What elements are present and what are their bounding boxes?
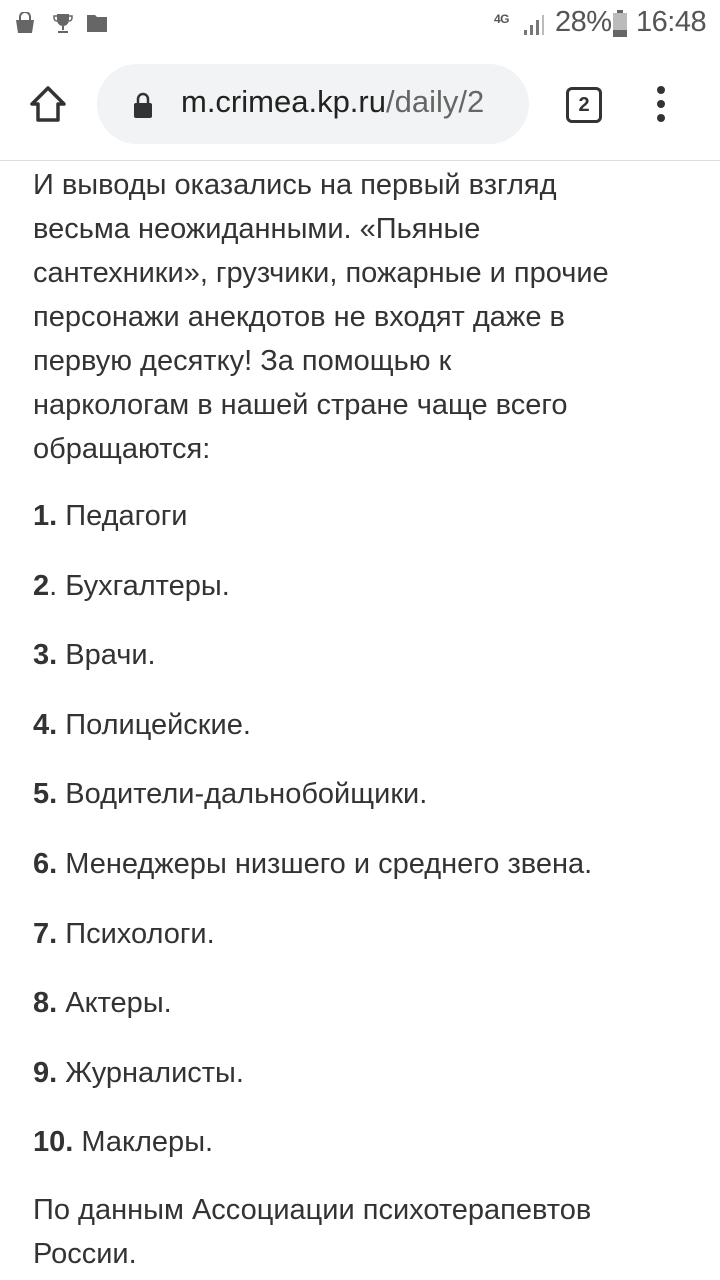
list-number: 6. (33, 847, 58, 880)
more-options-icon[interactable] (654, 86, 668, 126)
list-text: Журналисты. (57, 1056, 244, 1089)
source-line: По данным Ассоциации психотерапевтов (33, 1193, 592, 1226)
list-number: 7. (33, 917, 58, 950)
list-text: Педагоги (57, 500, 188, 532)
list-text: Психологи. (57, 917, 215, 950)
signal-icon (522, 14, 546, 36)
list-item (33, 633, 713, 703)
list-number: 3. (33, 639, 58, 672)
status-bar (0, 0, 720, 50)
battery-icon (612, 10, 628, 38)
list-number: 5. (33, 778, 58, 811)
network-type: 4G (494, 12, 510, 26)
list-text: Врачи. (57, 639, 156, 672)
address-bar[interactable] (97, 64, 529, 144)
intro-line: обращаются: (33, 433, 211, 465)
list-item (33, 842, 713, 912)
browser-toolbar (0, 50, 720, 161)
list-number: 1. (33, 500, 58, 532)
intro-line: сантехники», грузчики, пожарные и прочие (33, 257, 609, 289)
list-text: Маклеры. (73, 1126, 214, 1159)
battery-percent: 28% (555, 6, 612, 38)
lock-icon (133, 92, 153, 118)
list-item (33, 1120, 713, 1190)
list-number: 9. (33, 1056, 58, 1089)
intro-line: первую десятку! За помощью к (33, 345, 452, 377)
list-text: Менеджеры низшего и среднего звена. (57, 847, 593, 880)
source-paragraph (33, 1188, 713, 1276)
tab-switcher-button[interactable]: 2 (566, 87, 602, 123)
list-number: 4. (33, 708, 58, 741)
list-item (33, 1051, 713, 1121)
intro-line: весьма неожиданными. «Пьяные (33, 213, 481, 245)
folder-icon (86, 12, 108, 34)
list-text: Водители-дальнобойщики. (57, 778, 428, 811)
list-text: . Бухгалтеры. (49, 569, 230, 602)
list-number: 2 (33, 569, 50, 602)
list-text: Актеры. (57, 987, 172, 1020)
intro-paragraph (33, 163, 713, 471)
list-item (33, 703, 713, 773)
list-text: Полицейские. (57, 708, 251, 741)
list-item (33, 564, 713, 634)
list-item (33, 981, 713, 1051)
list-item (33, 772, 713, 842)
list-item (33, 912, 713, 982)
url-path: /daily/2 (385, 84, 485, 119)
home-icon[interactable] (28, 84, 68, 124)
list-item (33, 494, 713, 564)
shopping-bag-icon (14, 12, 36, 34)
trophy-icon (52, 12, 74, 34)
ranking-list (33, 494, 713, 1190)
intro-line: И выводы оказались на первый взгляд (33, 169, 557, 201)
article-content (33, 163, 713, 1276)
list-number: 8. (33, 987, 58, 1020)
intro-line: персонажи анекдотов не входят даже в (33, 301, 565, 333)
source-line: России. (33, 1237, 137, 1270)
list-number: 10. (33, 1126, 74, 1159)
url-host: m.crimea.kp.ru (181, 84, 386, 119)
intro-line: наркологам в нашей стране чаще всего (33, 389, 568, 421)
url-text[interactable] (181, 84, 511, 120)
clock: 16:48 (636, 6, 707, 38)
